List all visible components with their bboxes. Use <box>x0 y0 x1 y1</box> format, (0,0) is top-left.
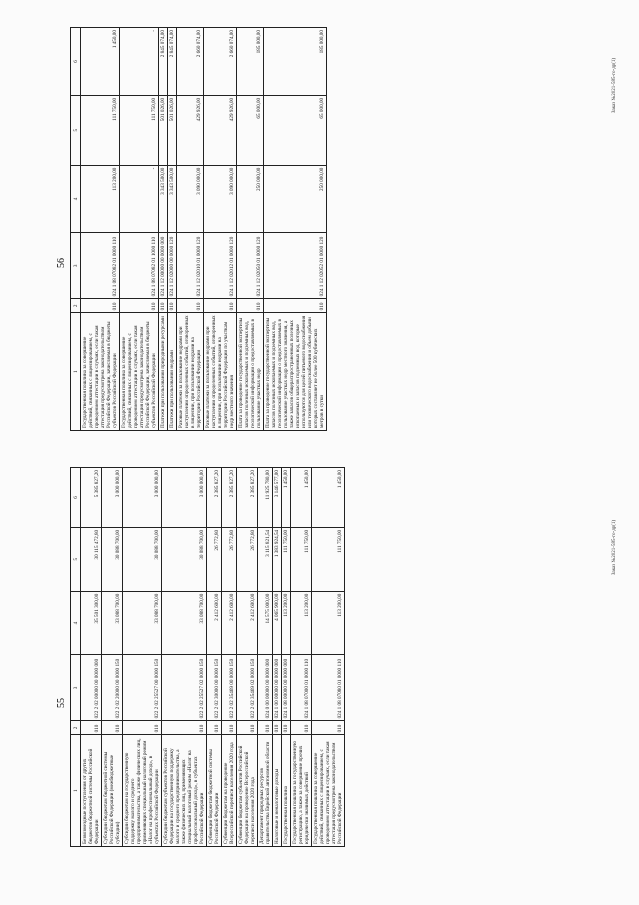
row-value-executed: 26 772,80 <box>222 527 237 591</box>
row-kbk: 024 1 12 02010 01 0000 120 <box>177 233 204 299</box>
col-header: 3 <box>71 233 81 299</box>
row-code: 010 <box>159 299 168 313</box>
row-value-unexecuted: 185 000,00 <box>264 28 327 96</box>
row-code: 010 <box>291 721 312 735</box>
row-value-executed: 30 088 700,00 <box>162 527 207 591</box>
row-value-unexecuted: 2 660 074,00 <box>204 28 237 96</box>
header-row <box>71 468 81 847</box>
row-kbk: 022 2 02 25527 02 0000 150 <box>162 655 207 721</box>
table-row <box>291 468 312 847</box>
row-value-executed: 111 750,00 <box>291 527 312 591</box>
table-row <box>273 468 282 847</box>
row-value-executed: 501 026,00 <box>159 95 168 165</box>
row-value-assigned: 14 575 000,00 <box>258 591 273 655</box>
row-value-executed: 30 088 700,00 <box>123 527 162 591</box>
row-value-executed: 111 750,00 <box>120 95 159 165</box>
row-value-executed: 3 115 821,54 <box>258 527 273 591</box>
row-value-unexecuted: 2 845 074,00 <box>168 28 177 96</box>
row-code: 010 <box>81 721 102 735</box>
row-value-executed: 1 383 924,54 <box>273 527 282 591</box>
row-name: Государственная пошлина за совершение действий, связанных с лицензированием, с проведением аттестации в случаях, если такая аттестация предусмотрена законодательством Российской Федерации, зачисляемая в бюджеты субъектов Российской Федерации <box>120 313 159 431</box>
row-kbk: 024 1 12 02050 01 0000 120 <box>237 233 264 299</box>
row-code: 010 <box>222 721 237 735</box>
table-row <box>162 468 207 847</box>
row-value-unexecuted: 2 385 827,20 <box>222 468 237 528</box>
budget-table-55 <box>70 467 345 847</box>
row-code: 010 <box>81 299 120 313</box>
row-kbk: 022 2 02 00000 00 0000 000 <box>81 655 102 721</box>
row-code: 010 <box>237 721 258 735</box>
row-code: 010 <box>102 721 123 735</box>
table-row <box>312 468 345 847</box>
row-kbk: 022 2 02 35469 02 0000 150 <box>237 655 258 721</box>
table-row <box>258 468 273 847</box>
row-value-assigned: 113 200,00 <box>81 165 120 233</box>
row-kbk: 024 1 08 00000 00 0000 000 <box>282 655 291 721</box>
row-value-unexecuted: 3 146 577,00 <box>273 468 282 528</box>
row-value-executed: 501 026,00 <box>168 95 177 165</box>
col-header: 2 <box>71 721 81 735</box>
row-name: Департамент природных ресурсов правительства Еврейской автономной области <box>258 735 273 847</box>
row-value-unexecuted: 5 385 827,20 <box>81 468 102 528</box>
row-kbk: 022 2 02 30000 00 0000 150 <box>207 655 222 721</box>
row-kbk: 024 1 08 07082 01 0000 110 <box>81 233 120 299</box>
row-value-executed: 429 926,00 <box>177 95 204 165</box>
row-kbk: 024 1 08 07082 01 1000 110 <box>120 233 159 299</box>
row-value-executed: 30 088 700,00 <box>102 527 123 591</box>
table-row <box>123 468 162 847</box>
row-value-executed: 65 000,00 <box>237 95 264 165</box>
row-value-executed: 65 000,00 <box>264 95 327 165</box>
row-value-assigned: 33 088 700,00 <box>102 591 123 655</box>
row-name: Субсидии бюджетам субъектов Российской Федерации на государственную поддержку малого и среднего предпринимательства, а также физических лиц, применяющих специальный налоговый режим «Налог на профессиональный доход», в субъектах Российской Федерации <box>162 735 207 847</box>
row-name: Разовые платежи за пользование недрами при наступлении определенных событий, оговоренных в лицензии, при пользовании недрами на территории Российской Федерации <box>177 313 204 431</box>
row-name: Платежи при пользовании недрами <box>168 313 177 431</box>
table-row <box>222 468 237 847</box>
row-value-unexecuted: 1 450,00 <box>81 28 120 96</box>
table-row <box>282 468 291 847</box>
row-name: Безвозмездные поступления от других бюджетов бюджетной системы Российской Федерации <box>81 735 102 847</box>
col-header: 1 <box>71 735 81 847</box>
row-code: 010 <box>162 721 207 735</box>
row-code: 010 <box>177 299 204 313</box>
row-code: 010 <box>207 721 222 735</box>
row-code: 010 <box>258 721 273 735</box>
row-value-executed: 111 750,00 <box>81 95 120 165</box>
row-value-assigned: 113 200,00 <box>312 591 345 655</box>
table-row <box>237 468 258 847</box>
row-kbk: 024 1 00 00000 00 0000 000 <box>273 655 282 721</box>
page-number: 56 <box>56 258 67 268</box>
row-code: 010 <box>282 721 291 735</box>
col-header: 1 <box>71 313 81 431</box>
table-row <box>120 28 159 431</box>
row-value-executed: 429 926,00 <box>204 95 237 165</box>
row-name: Субсидии бюджетам на государственную поддержку малого и среднего предпринимательства, а также физических лиц, применяющих специальный налоговый режим «Налог на профессиональный доход», в субъектах Российской Федерации <box>123 735 162 847</box>
row-value-unexecuted: - <box>120 28 159 96</box>
row-value-executed: 111 750,00 <box>282 527 291 591</box>
row-value-assigned: 2 412 600,00 <box>237 591 258 655</box>
page-55 <box>0 453 639 905</box>
row-value-unexecuted: 2 660 074,00 <box>177 28 204 96</box>
row-value-assigned: 3 343 500,00 <box>159 165 168 233</box>
row-name: Государственная пошлина за совершение действий, связанных с лицензированием, с проведением аттестации в случаях, если такая аттестация предусмотрена законодательством Российской Федерации <box>312 735 345 847</box>
row-code: 010 <box>168 299 177 313</box>
row-value-unexecuted: 11 925 780,00 <box>258 468 273 528</box>
table-body <box>81 28 327 431</box>
row-kbk: 024 1 12 02000 00 0000 120 <box>168 233 177 299</box>
table-row <box>81 28 120 431</box>
page-footer: Заказ №2021-585-го-др(1) <box>612 519 617 575</box>
table-row <box>168 28 177 431</box>
row-value-assigned: 3 090 000,00 <box>204 165 237 233</box>
table-row <box>159 28 168 431</box>
col-header: 5 <box>71 95 81 165</box>
row-kbk: 022 2 02 35469 00 0000 150 <box>222 655 237 721</box>
row-value-assigned: 113 200,00 <box>282 591 291 655</box>
row-value-assigned: 33 088 700,00 <box>162 591 207 655</box>
table-row <box>237 28 264 431</box>
row-value-unexecuted: 1 450,00 <box>282 468 291 528</box>
row-name: Субвенции бюджетам бюджетной системы Российской Федерации <box>207 735 222 847</box>
row-value-unexecuted: 185 000,00 <box>237 28 264 96</box>
row-value-assigned: 3 343 500,00 <box>168 165 177 233</box>
row-name: Государственная пошлина <box>282 735 291 847</box>
row-value-executed: 111 750,00 <box>312 527 345 591</box>
table-body <box>81 468 345 847</box>
row-name: Государственная пошлина за государственную регистрацию, а также за совершение прочих юридически значимых действий <box>291 735 312 847</box>
budget-table-56 <box>70 27 327 431</box>
col-header: 3 <box>71 655 81 721</box>
col-header: 4 <box>71 165 81 233</box>
row-code: 010 <box>237 299 264 313</box>
row-code: 010 <box>264 299 327 313</box>
row-kbk: 024 1 12 02052 01 0000 120 <box>264 233 327 299</box>
page-footer: Заказ №2021-585-го-др(1) <box>612 57 617 113</box>
row-name: Налоговые и неналоговые доходы <box>273 735 282 847</box>
header-row <box>71 28 81 431</box>
row-value-unexecuted: 2 845 074,00 <box>159 28 168 96</box>
row-value-executed: 26 772,80 <box>237 527 258 591</box>
row-value-unexecuted: 3 000 000,00 <box>162 468 207 528</box>
row-code: 010 <box>204 299 237 313</box>
row-name: Субвенции бюджетам на проведение Всероссийской переписи населения 2020 года <box>222 735 237 847</box>
table-row <box>81 468 102 847</box>
row-name: Государственная пошлина за совершение действий, связанных с лицензированием, с проведением аттестации в случаях, если такая аттестация предусмотрена законодательством Российской Федерации, зачисляемая в бюджеты субъектов Российской Федерации <box>81 313 120 431</box>
row-value-assigned: 4 065 900,00 <box>273 591 282 655</box>
row-value-unexecuted: 3 000 000,00 <box>102 468 123 528</box>
row-code: 010 <box>273 721 282 735</box>
row-name: Разовые платежи за пользование недрами при наступлении определенных событий, оговоренных в лицензии, при пользовании недрами на территории Российской Федерации по участкам недр местного значения <box>204 313 237 431</box>
table-row <box>264 28 327 431</box>
row-name: Платежи при пользовании природными ресурсами <box>159 313 168 431</box>
row-kbk: 024 1 12 00000 00 0000 000 <box>159 233 168 299</box>
col-header: 4 <box>71 591 81 655</box>
row-value-unexecuted: 3 000 000,00 <box>123 468 162 528</box>
row-kbk: 024 0 00 00000 00 0000 000 <box>258 655 273 721</box>
table-row <box>177 28 204 431</box>
col-header: 5 <box>71 527 81 591</box>
row-value-assigned: 250 000,00 <box>237 165 264 233</box>
row-name: Субсидии бюджетам бюджетной системы Российской Федерации (межбюджетные субсидии) <box>102 735 123 847</box>
table-row <box>102 468 123 847</box>
table-row <box>207 468 222 847</box>
col-header: 6 <box>71 468 81 528</box>
row-code: 010 <box>120 299 159 313</box>
row-value-executed: 30 115 472,80 <box>81 527 102 591</box>
row-kbk: 024 1 08 07000 01 0000 110 <box>291 655 312 721</box>
row-name: Субвенции бюджетам субъектов Российской Федерации на проведение Всероссийской переписи населения 2020 года <box>237 735 258 847</box>
row-kbk: 024 1 12 02012 01 0000 120 <box>204 233 237 299</box>
row-value-assigned: 113 200,00 <box>291 591 312 655</box>
row-kbk: 022 2 02 25527 00 0000 150 <box>123 655 162 721</box>
row-value-executed: 26 772,80 <box>207 527 222 591</box>
row-value-assigned: 3 090 000,00 <box>177 165 204 233</box>
row-kbk: 024 1 08 07080 01 0000 110 <box>312 655 345 721</box>
row-value-assigned: - <box>120 165 159 233</box>
row-code: 010 <box>123 721 162 735</box>
col-header: 2 <box>71 299 81 313</box>
row-value-unexecuted: 1 450,00 <box>312 468 345 528</box>
row-code: 010 <box>312 721 345 735</box>
row-name: Плата за проведение государственной экспертизы запасов полезных ископаемых и подземных вод, геологической информации о предоставляемых в пользование участках недр <box>237 313 264 431</box>
row-value-unexecuted: 2 385 827,20 <box>207 468 222 528</box>
row-value-unexecuted: 2 385 827,20 <box>237 468 258 528</box>
row-value-assigned: 35 501 300,00 <box>81 591 102 655</box>
row-name: Плата за проведение государственной экспертизы запасов полезных ископаемых и подземных вод, геологической информации о предоставляемых в пользование участках недр местного значения, а также запасов общераспространенных полезных ископаемых и запасов подземных вод, которые используются для целей питьевого водоснабжения или технического водоснабжения и объем добычи которых составляет не более 500 кубических метров в сутки <box>264 313 327 431</box>
col-header: 6 <box>71 28 81 96</box>
row-value-assigned: 2 412 600,00 <box>222 591 237 655</box>
row-value-assigned: 2 412 600,00 <box>207 591 222 655</box>
table-row <box>204 28 237 431</box>
page-number: 55 <box>56 698 67 708</box>
row-kbk: 022 2 02 20000 00 0000 150 <box>102 655 123 721</box>
row-value-unexecuted: 1 450,00 <box>291 468 312 528</box>
row-value-assigned: 250 000,00 <box>264 165 327 233</box>
row-value-assigned: 33 088 700,00 <box>123 591 162 655</box>
